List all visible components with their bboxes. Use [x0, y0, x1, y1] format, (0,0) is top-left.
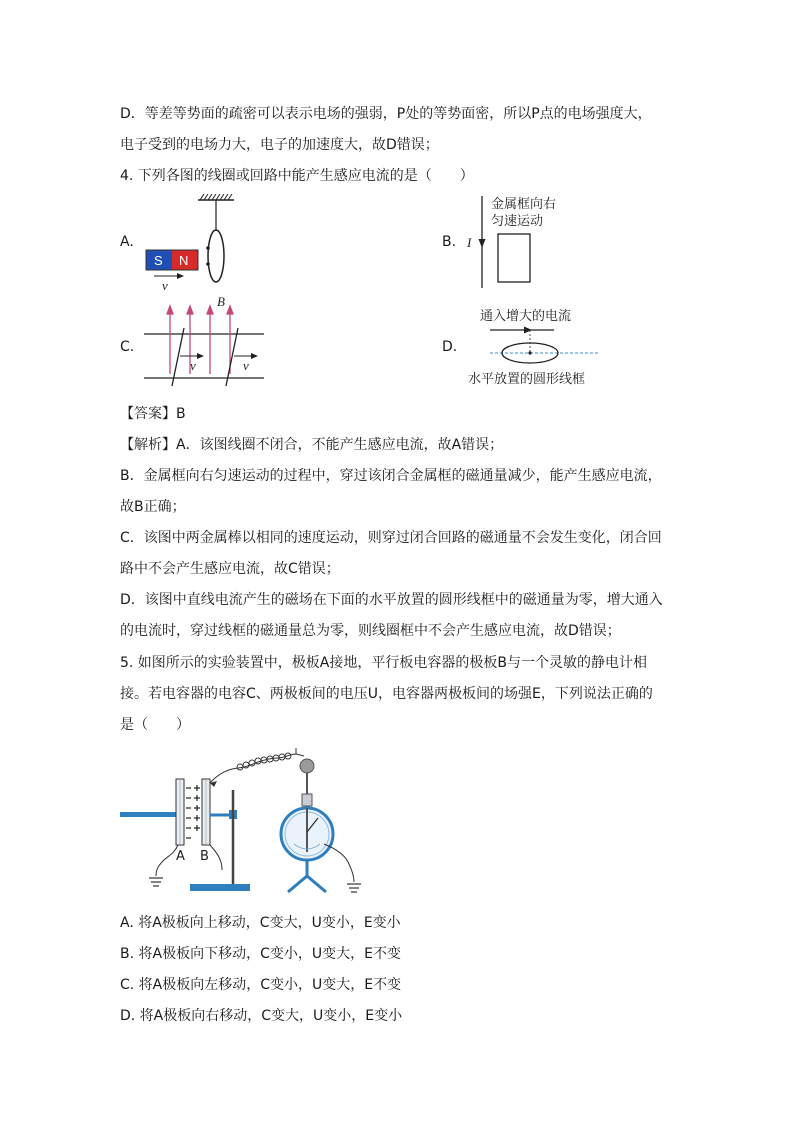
analysis-line: 的电流时，穿过线框的磁通量总为零，则线圈框中不会产生感应电流，故D错误； [120, 623, 621, 639]
magnet-s-pole: S [154, 253, 163, 268]
frame-caption-2: 匀速运动 [491, 214, 544, 229]
option-d-label: D. [442, 339, 458, 355]
option-c-label: C. [120, 339, 135, 355]
option-d[interactable]: D. 将A极板向右移动，C变大，U变小，E变小 [120, 1008, 403, 1024]
figure-d-loop [460, 304, 610, 388]
analysis-line: 【解析】A．该图线圈不闭合，不能产生感应电流，故A错误； [120, 437, 504, 453]
plate-a-label: A [176, 849, 185, 864]
question-5-stem: 5. 如图所示的实验装置中，极板A接地，平行板电容器的极板B与一个灵敏的静电计相 [120, 655, 647, 671]
analysis-line: B．金属框向右匀速运动的过程中，穿过该闭合金属框的磁通量减少，能产生感应电流， [120, 468, 662, 484]
analysis-line: 路中不会产生感应电流，故C错误； [120, 561, 340, 577]
question-5-stem-3: 是（ ） [120, 717, 190, 733]
figure-capacitor-electroscope [118, 744, 368, 904]
velocity-label-c2: v [243, 358, 249, 373]
current-i-label: I [467, 235, 472, 250]
option-a[interactable]: A. 将A极板向上移动，C变大，U变小，E变小 [120, 915, 401, 931]
question-5-stem-2: 接。若电容器的电容C、两极板间的电压U，电容器两极板间的场强E，下列说法正确的 [120, 686, 653, 702]
question-4-stem: 4. 下列各图的线圈或回路中能产生感应电流的是（ ） [120, 168, 474, 184]
loop-caption: 水平放置的圆形线框 [468, 372, 586, 387]
figure-c-rails [140, 294, 270, 394]
current-caption: 通入增大的电流 [480, 309, 572, 324]
option-a-label: A. [120, 234, 134, 250]
velocity-label-c1: v [190, 358, 196, 373]
plate-b-label: B [200, 849, 209, 864]
figure-a-magnet-coil [140, 192, 250, 297]
velocity-label-a: v [162, 278, 168, 293]
option-b-label: B. [442, 234, 457, 250]
analysis-line-d-prev-2: 电子受到的电场力大，电子的加速度大，故D错误； [120, 137, 439, 153]
analysis-line-d-prev: D．等差等势面的疏密可以表示电场的强弱，P处的等势面密，所以P点的电场强度大， [120, 106, 652, 122]
option-b[interactable]: B. 将A极板向下移动，C变小，U变大，E不变 [120, 946, 401, 962]
analysis-line: 故B正确； [120, 499, 186, 515]
frame-caption-1: 金属框向右 [491, 197, 557, 212]
option-c[interactable]: C. 将A极板向左移动，C变小，U变大，E不变 [120, 977, 402, 993]
figure-b-wire-frame [460, 192, 590, 292]
magnet-n-pole: N [179, 253, 189, 268]
analysis-line: D．该图中直线电流产生的磁场在下面的水平放置的圆形线框中的磁通量为零，增大通入 [120, 592, 663, 608]
answer-line: 【答案】B [120, 406, 186, 422]
field-b-label: B [217, 294, 225, 309]
analysis-line: C．该图中两金属棒以相同的速度运动，则穿过闭合回路的磁通量不会发生变化，闭合回 [120, 530, 662, 546]
